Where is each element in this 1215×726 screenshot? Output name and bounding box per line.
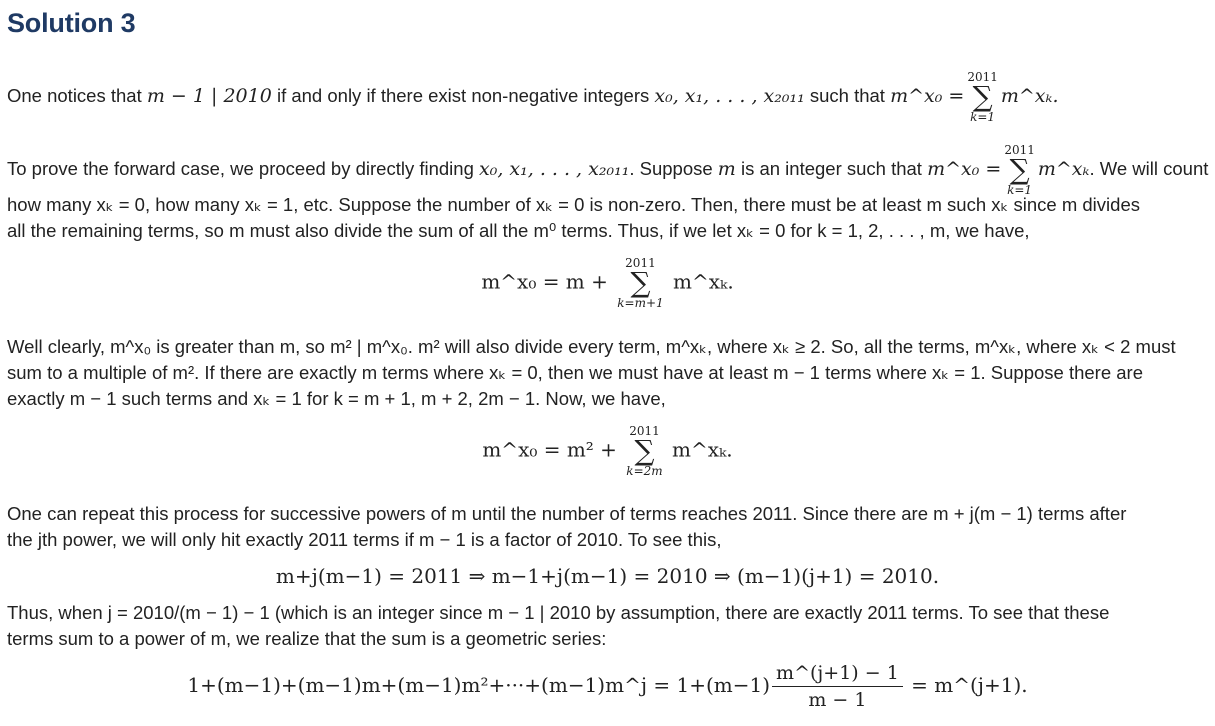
equation-4	[0, 662, 1215, 711]
paragraph-5-line-2: terms sum to a power of m, we realize that the sum is a geometric series:	[7, 628, 607, 649]
fraction-numerator: m^(j+1) − 1	[772, 662, 903, 687]
text: is an integer such that	[735, 157, 928, 179]
sigma-icon: ∑	[1009, 153, 1030, 186]
sigma-icon: ∑	[972, 80, 993, 113]
math: x₀, x₁, . . . , x₂₀₁₁	[654, 84, 805, 107]
math: m^xₖ.	[1000, 84, 1059, 107]
summation	[967, 70, 998, 124]
summation	[1004, 143, 1035, 197]
text: . We will count	[1089, 157, 1209, 179]
paragraph-2-line-3: all the remaining terms, so m must also divide the sum of all the m⁰ terms. Thus, if we let xₖ = 0 for k = 1, 2, . . . , m, we have,	[7, 220, 1030, 241]
sum-upper: 2011	[625, 256, 656, 270]
paragraph-3-line-1: Well clearly, m^x₀ is greater than m, so m² | m^x₀. m² will also divide every term, m^xₖ, where xₖ ≥ 2. So, all the terms, m^xₖ, where xₖ < 2 must	[7, 336, 1176, 357]
paragraph-1	[7, 70, 1058, 124]
equation-rhs: m^xₖ.	[673, 269, 734, 294]
text: if and only if there exist non-negative integers	[271, 84, 655, 106]
sum-lower: k=1	[970, 110, 996, 124]
equation-rhs: m^xₖ.	[672, 437, 733, 462]
math: m − 1 | 2010	[146, 84, 272, 107]
paragraph-2-line-2: how many xₖ = 0, how many xₖ = 1, etc. Suppose the number of xₖ = 0 is non-zero. Then, there must be at least m such xₖ since m divides	[7, 194, 1140, 215]
text: One notices that	[7, 84, 147, 106]
paragraph-4-line-1: One can repeat this process for successive powers of m until the number of terms reaches 2011. Since there are m + j(m − 1) terms after	[7, 503, 1127, 524]
math: x₀, x₁, . . . , x₂₀₁₁	[479, 157, 630, 180]
text: To prove the forward case, we proceed by directly finding	[7, 157, 479, 179]
paragraph-3-line-2: sum to a multiple of m². If there are exactly m terms where xₖ = 0, then we must have at least m − 1 terms where xₖ = 1. Suppose there are	[7, 362, 1144, 383]
paragraph-2	[7, 143, 1208, 197]
fraction-denominator: m − 1	[808, 689, 867, 711]
summation	[626, 424, 662, 478]
equation-lhs: 1+(m−1)+(m−1)m+(m−1)m²+···+(m−1)m^j = 1+(m−1)	[187, 673, 771, 697]
page-title: Solution 3	[7, 8, 136, 38]
math: m^x₀ =	[927, 157, 1002, 180]
equation-lhs: m^x₀ = m² +	[482, 437, 617, 462]
paragraph-5-line-1: Thus, when j = 2010/(m − 1) − 1 (which is an integer since m − 1 | 2010 by assumption, there are exactly 2011 terms. To see that these	[7, 602, 1110, 623]
sum-lower: k=m+1	[617, 296, 664, 310]
sigma-icon: ∑	[630, 266, 651, 299]
sum-upper: 2011	[629, 424, 660, 438]
text: such that	[804, 84, 891, 106]
sum-upper: 2011	[1004, 143, 1035, 157]
math: m^xₖ	[1037, 157, 1090, 180]
sum-upper: 2011	[967, 70, 998, 84]
sigma-icon: ∑	[634, 434, 655, 467]
math: m^x₀ =	[890, 84, 965, 107]
equation-lhs: m^x₀ = m +	[481, 269, 608, 294]
fraction	[772, 662, 903, 711]
equation-1	[0, 256, 1215, 310]
equation-rhs: = m^(j+1).	[911, 673, 1028, 697]
summation	[617, 256, 663, 310]
sum-lower: k=1	[1007, 183, 1033, 197]
paragraph-4-line-2: the jth power, we will only hit exactly 2011 terms if m − 1 is a factor of 2010. To see this,	[7, 529, 722, 550]
text: . Suppose	[629, 157, 718, 179]
math: m	[717, 157, 736, 180]
equation-2	[0, 424, 1215, 478]
equation-3: m+j(m−1) = 2011 ⇒ m−1+j(m−1) = 2010 ⇒ (m−1)(j+1) = 2010.	[275, 564, 940, 588]
sum-lower: k=2m	[626, 464, 663, 478]
paragraph-3-line-3: exactly m − 1 such terms and xₖ = 1 for k = m + 1, m + 2, 2m − 1. Now, we have,	[7, 388, 666, 409]
